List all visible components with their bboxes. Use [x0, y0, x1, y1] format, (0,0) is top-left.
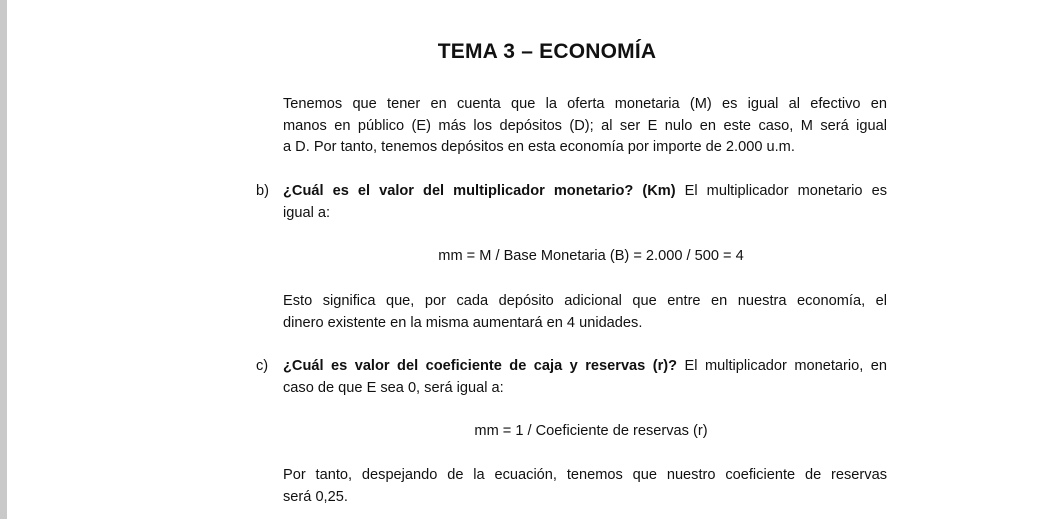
section-c-formula: mm = 1 / Coeficiente de reservas (r) — [474, 423, 708, 439]
intro-line-3: a D. Por tanto, tenemos depósitos en esta economía por importe de 2.000 u.m. — [283, 139, 795, 155]
section-b-explanation-line-1: Esto significa que, por cada depósito adicional que entre en nuestra economía, el — [283, 293, 887, 309]
section-b-explanation-line-2: dinero existente en la misma aumentará en 4 unidades. — [283, 314, 643, 331]
section-b-line-1 — [283, 181, 887, 203]
section-c-answer-start: El multiplicador monetario, en — [677, 358, 888, 374]
section-b-answer-start: El multiplicador monetario es — [675, 183, 887, 199]
window-left-edge — [0, 0, 7, 519]
intro-paragraph — [283, 94, 887, 159]
section-b-question-paragraph — [283, 181, 887, 224]
section-b-formula: mm = M / Base Monetaria (B) = 2.000 / 500 = 4 — [438, 248, 744, 264]
intro-line-1: Tenemos que tener en cuenta que la oferta monetaria (M) es igual al efectivo en — [283, 96, 887, 112]
section-c-conclusion-line-1: Por tanto, despejando de la ecuación, tenemos que nuestro coeficiente de reservas — [283, 467, 887, 483]
section-b-marker: b) — [256, 183, 269, 199]
section-c-conclusion — [283, 465, 887, 508]
section-b-line-2: igual a: — [283, 204, 331, 221]
section-c-marker: c) — [256, 358, 269, 374]
section-c-line-1 — [283, 356, 887, 378]
section-b-question: ¿Cuál es el valor del multiplicador monetario? (Km) — [283, 183, 676, 199]
section-c-conclusion-line-2: será 0,25. — [283, 488, 348, 505]
document-page — [7, 0, 1054, 519]
section-c-question-paragraph — [283, 356, 887, 399]
page-title: TEMA 3 – ECONOMÍA — [437, 40, 657, 63]
intro-line-2: manos en público (E) más los depósitos (D); al ser E nulo en este caso, M será igual — [283, 117, 887, 134]
section-c-question: ¿Cuál es valor del coeficiente de caja y reservas (r)? — [283, 358, 678, 374]
section-b-explanation — [283, 291, 887, 334]
section-c-line-2: caso de que E sea 0, será igual a: — [283, 379, 504, 396]
